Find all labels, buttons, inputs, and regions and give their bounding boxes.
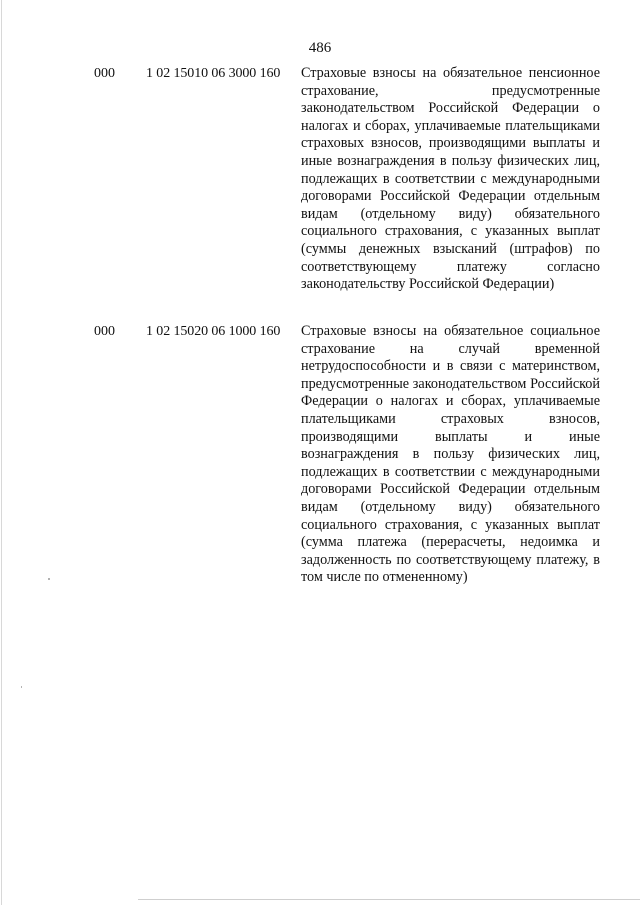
page-number: 486 xyxy=(308,40,332,56)
scan-edge-line xyxy=(1,0,2,905)
scan-speck xyxy=(48,578,50,580)
admin-code: 000 xyxy=(94,324,115,339)
budget-classification-code: 1 02 15010 06 3000 160 xyxy=(146,66,281,81)
admin-code: 000 xyxy=(94,66,115,81)
scan-bottom-line xyxy=(138,899,640,900)
scan-speck xyxy=(21,686,22,688)
revenue-description: Страховые взносы на обязательное социальное страхование на случай временной нетрудоспособности и в связи с материнством, предусмотренные законодательством Российской Федерации о налогах и сборах, уплачиваемые плательщиками страховых взносов, производящими выплаты и иные вознаграждения в пользу физических лиц, подлежащих в соответствии с международными договорами Российской Федерации отдельным видам (отдельному виду) обязательного социального страхования, с указанных выплат (сумма платежа (перерасчеты, недоимка и задолженность по соответствующему платежу, в том числе по отмененному) xyxy=(301,323,600,586)
budget-classification-code: 1 02 15020 06 1000 160 xyxy=(146,324,281,339)
revenue-description: Страховые взносы на обязательное пенсионное страхование, предусмотренные законодательством Российской Федерации о налогах и сборах, уплачиваемые плательщиками страховых взносов, производящими выплаты и иные вознаграждения в пользу физических лиц, подлежащих в соответствии с международными договорами Российской Федерации отдельным видам (отдельному виду) обязательного социального страхования, с указанных выплат (суммы денежных взысканий (штрафов) по соответствующему платежу согласно законодательству Российской Федерации) xyxy=(301,65,600,293)
